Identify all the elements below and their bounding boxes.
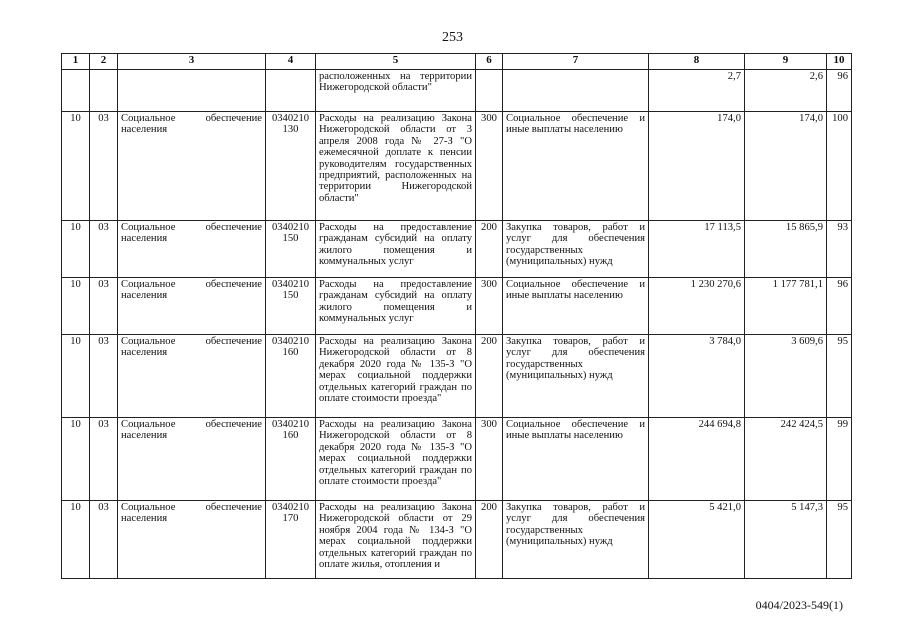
cell-subsection: 03 — [90, 335, 118, 418]
cell-percent: 95 — [827, 335, 852, 418]
table-row — [62, 221, 852, 278]
cell-expense-type: 300 — [476, 112, 503, 221]
cell-target-article: 0340210 170 — [266, 501, 316, 579]
cell-subsection — [90, 70, 118, 112]
cell-actual: 3 609,6 — [745, 335, 827, 418]
budget-table — [61, 53, 852, 579]
cell-target-article: 0340210 130 — [266, 112, 316, 221]
cell-percent: 93 — [827, 221, 852, 278]
cell-expense-type-name: Закупка товаров, работ и услуг для обеспечения государственных (муниципальных) нужд — [503, 221, 649, 278]
col-header-8: 8 — [649, 54, 745, 70]
cell-section: 10 — [62, 335, 90, 418]
cell-plan: 17 113,5 — [649, 221, 745, 278]
cell-expense-type: 200 — [476, 335, 503, 418]
cell-article-name: Расходы на реализацию Закона Нижегородской области от 8 декабря 2020 года № 135-З "О мерах социальной поддержки отдельных категорий граждан по оплате стоимости проезда" — [316, 418, 476, 501]
col-header-7: 7 — [503, 54, 649, 70]
cell-percent: 100 — [827, 112, 852, 221]
table-row — [62, 335, 852, 418]
cell-subsection: 03 — [90, 278, 118, 335]
cell-section: 10 — [62, 418, 90, 501]
cell-section: 10 — [62, 112, 90, 221]
cell-subsection-name: Социальное обеспечение населения — [118, 418, 266, 501]
cell-section: 10 — [62, 221, 90, 278]
cell-subsection: 03 — [90, 418, 118, 501]
cell-target-article: 0340210 160 — [266, 335, 316, 418]
cell-actual: 2,6 — [745, 70, 827, 112]
cell-expense-type: 200 — [476, 221, 503, 278]
cell-plan: 244 694,8 — [649, 418, 745, 501]
col-header-2: 2 — [90, 54, 118, 70]
col-header-9: 9 — [745, 54, 827, 70]
cell-article-name: расположенных на территории Нижегородской области" — [316, 70, 476, 112]
document-code: 0404/2023-549(1) — [755, 598, 843, 612]
cell-subsection-name — [118, 70, 266, 112]
header-row — [62, 54, 852, 70]
cell-target-article: 0340210 150 — [266, 221, 316, 278]
cell-actual: 174,0 — [745, 112, 827, 221]
cell-expense-type-name — [503, 70, 649, 112]
cell-expense-type: 200 — [476, 501, 503, 579]
table-row — [62, 70, 852, 112]
cell-section: 10 — [62, 501, 90, 579]
table-row — [62, 418, 852, 501]
cell-actual: 1 177 781,1 — [745, 278, 827, 335]
cell-percent: 96 — [827, 70, 852, 112]
cell-subsection: 03 — [90, 501, 118, 579]
cell-subsection-name: Социальное обеспечение населения — [118, 221, 266, 278]
cell-expense-type: 300 — [476, 418, 503, 501]
cell-subsection: 03 — [90, 112, 118, 221]
cell-actual: 15 865,9 — [745, 221, 827, 278]
cell-article-name: Расходы на реализацию Закона Нижегородской области от 3 апреля 2008 года № 27-З "О ежемесячной доплате к пенсии руководителям государственных предприятий, расположенных на территории Нижегородской области" — [316, 112, 476, 221]
cell-target-article — [266, 70, 316, 112]
col-header-1: 1 — [62, 54, 90, 70]
cell-percent: 95 — [827, 501, 852, 579]
cell-article-name: Расходы на реализацию Закона Нижегородской области от 29 ноября 2004 года № 134-З "О мерах социальной поддержки отдельных категорий граждан по оплате жилья, отопления и — [316, 501, 476, 579]
cell-plan: 3 784,0 — [649, 335, 745, 418]
cell-plan: 2,7 — [649, 70, 745, 112]
cell-expense-type-name: Социальное обеспечение и иные выплаты населению — [503, 418, 649, 501]
cell-section — [62, 70, 90, 112]
cell-percent: 96 — [827, 278, 852, 335]
cell-target-article: 0340210 150 — [266, 278, 316, 335]
cell-actual: 5 147,3 — [745, 501, 827, 579]
col-header-6: 6 — [476, 54, 503, 70]
cell-plan: 1 230 270,6 — [649, 278, 745, 335]
cell-expense-type-name: Социальное обеспечение и иные выплаты населению — [503, 112, 649, 221]
cell-target-article: 0340210 160 — [266, 418, 316, 501]
col-header-5: 5 — [316, 54, 476, 70]
cell-subsection: 03 — [90, 221, 118, 278]
cell-plan: 174,0 — [649, 112, 745, 221]
cell-expense-type-name: Закупка товаров, работ и услуг для обеспечения государственных (муниципальных) нужд — [503, 501, 649, 579]
cell-article-name: Расходы на предоставление гражданам субсидий на оплату жилого помещения и коммунальных услуг — [316, 278, 476, 335]
cell-article-name: Расходы на предоставление гражданам субсидий на оплату жилого помещения и коммунальных услуг — [316, 221, 476, 278]
cell-subsection-name: Социальное обеспечение населения — [118, 501, 266, 579]
col-header-4: 4 — [266, 54, 316, 70]
cell-percent: 99 — [827, 418, 852, 501]
cell-subsection-name: Социальное обеспечение населения — [118, 278, 266, 335]
cell-article-name: Расходы на реализацию Закона Нижегородской области от 8 декабря 2020 года № 135-З "О мерах социальной поддержки отдельных категорий граждан по оплате стоимости проезда" — [316, 335, 476, 418]
cell-expense-type-name: Социальное обеспечение и иные выплаты населению — [503, 278, 649, 335]
col-header-10: 10 — [827, 54, 852, 70]
cell-expense-type-name: Закупка товаров, работ и услуг для обеспечения государственных (муниципальных) нужд — [503, 335, 649, 418]
table-row — [62, 112, 852, 221]
cell-actual: 242 424,5 — [745, 418, 827, 501]
cell-subsection-name: Социальное обеспечение населения — [118, 335, 266, 418]
cell-section: 10 — [62, 278, 90, 335]
cell-expense-type — [476, 70, 503, 112]
table-row — [62, 278, 852, 335]
table-row — [62, 501, 852, 579]
page-number: 253 — [442, 30, 463, 45]
cell-subsection-name: Социальное обеспечение населения — [118, 112, 266, 221]
cell-plan: 5 421,0 — [649, 501, 745, 579]
cell-expense-type: 300 — [476, 278, 503, 335]
col-header-3: 3 — [118, 54, 266, 70]
